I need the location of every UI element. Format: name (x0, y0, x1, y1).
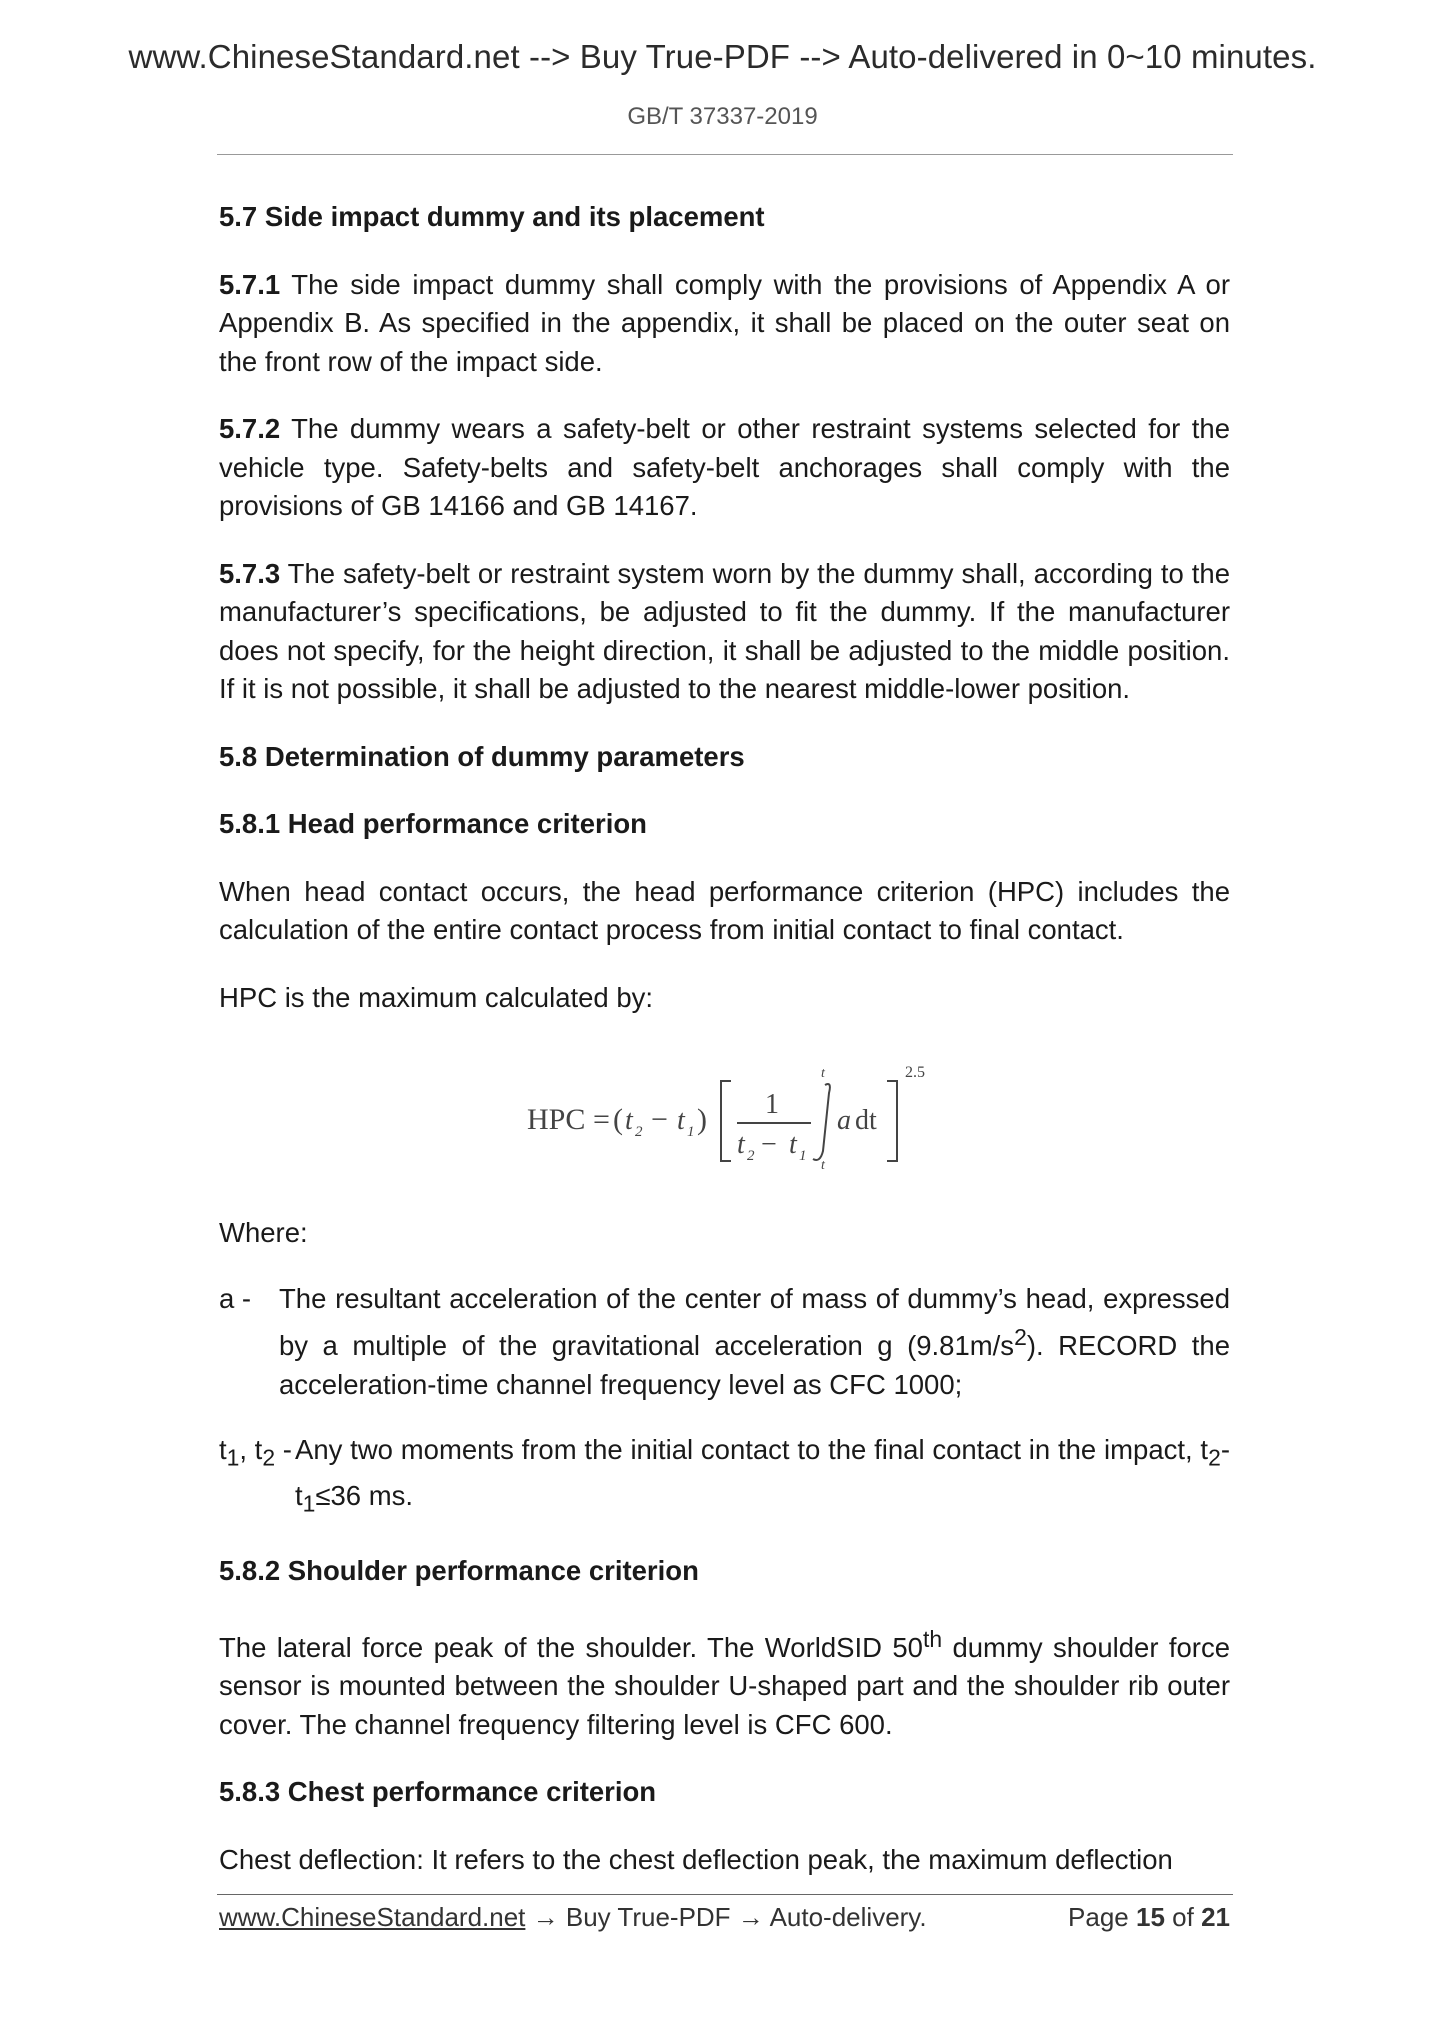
top-banner: www.ChineseStandard.net --> Buy True-PDF --> Auto-delivered in 0~10 minutes. (128, 38, 1317, 75)
of-label: of (1172, 1902, 1194, 1932)
definition-a-part2: ). RECORD the acceleration-time channel frequency level as CFC 1000; (279, 1330, 1230, 1400)
clause-number-5-7-3: 5.7.3 (219, 557, 281, 589)
formula-exponent: 2.5 (905, 1064, 925, 1081)
page-label: Page (1068, 1902, 1129, 1932)
section-5-8-3-heading: 5.8.3 Chest performance criterion (219, 1776, 657, 1808)
formula-upper-limit: t (821, 1066, 825, 1081)
formula-close-paren: ) (697, 1103, 707, 1136)
formula-numerator: 1 (765, 1089, 779, 1120)
formula-a: a (837, 1105, 851, 1136)
hpc-calc-paragraph: HPC is the maximum calculated by: (219, 981, 654, 1013)
total-pages: 21 (1201, 1902, 1230, 1932)
footer-left (219, 1902, 927, 1933)
hpc-formula-graphic (519, 1041, 979, 1171)
page-number (1068, 1902, 1230, 1933)
shoulder-paragraph (219, 1620, 1230, 1745)
shoulder-text-part1: The lateral force peak of the shoulder. The WorldSID 50 (219, 1631, 923, 1663)
definition-t-sub1: 1 (302, 1490, 316, 1517)
clause-number-5-7-2: 5.7.2 (219, 413, 281, 444)
definition-t (219, 1431, 1230, 1523)
definition-a-sup: 2 (1014, 1324, 1027, 1350)
definition-a-text (279, 1280, 1230, 1405)
shoulder-text-part2: dummy shoulder force sensor is mounted between the shoulder U-shaped part and the shoulder rib outer cover. The channel frequency filtering level is CFC 600. (219, 1631, 1231, 1740)
formula-t2-sub: 2 (635, 1124, 643, 1140)
section-5-7-heading: 5.7 Side impact dummy and its placement (219, 201, 765, 232)
paragraph-5-7-2 (219, 410, 1230, 526)
formula-lhs: HPC (527, 1103, 586, 1136)
footer-divider (217, 1894, 1233, 1895)
formula-minus: − (651, 1103, 668, 1136)
formula-t1-sub: 1 (687, 1124, 695, 1140)
chest-paragraph: Chest deflection: It refers to the chest deflection peak, the maximum deflection (219, 1843, 1173, 1875)
hpc-intro-paragraph: When head contact occurs, the head performance criterion (HPC) includes the calculation of the entire contact process from initial contact to final contact. (219, 875, 1230, 945)
definition-a-term: a - (219, 1282, 252, 1314)
definition-t-term-t1: t (219, 1434, 227, 1466)
formula-dt: dt (855, 1105, 877, 1136)
formula-den-t1: t (789, 1129, 797, 1160)
formula-den-t2-sub: 2 (747, 1148, 755, 1164)
footer-tagline: → Buy True-PDF → Auto-delivery. (525, 1902, 927, 1932)
formula-right-bracket (887, 1081, 897, 1161)
formula-den-minus: − (761, 1129, 777, 1160)
paragraph-5-7-1 (219, 266, 1230, 382)
section-5-8-1-heading: 5.8.1 Head performance criterion (219, 808, 647, 839)
formula-open-paren: ( (613, 1103, 623, 1136)
definition-t-term-sep: , t (239, 1434, 263, 1466)
definition-t-sub2: 2 (1208, 1444, 1221, 1471)
clause-text-5-7-3: The safety-belt or restraint system worn by the dummy shall, according to the manufacturer’s specifications, be adjusted to fit the dummy. If the manufacturer does not specify, for the height direction, it shall be adjusted to the middle position. If it is not possible, it shall be adjusted to the nearest middle-lower position. (219, 557, 1230, 704)
formula-den-t2: t (737, 1129, 745, 1160)
definition-t-term-dash: - (275, 1434, 292, 1466)
footer-site-link[interactable]: www.ChineseStandard.net (219, 1902, 526, 1932)
definition-t-part2: ≤36 ms. (315, 1480, 414, 1512)
header-divider (217, 154, 1233, 155)
clause-text-5-7-2: The dummy wears a safety-belt or other restraint systems selected for the vehicle type. Safety-belts and safety-belt anchorages shall comply with the provisions of GB 14166 and GB 14167. (219, 413, 1230, 521)
definition-a (219, 1280, 1230, 1405)
formula-integral (813, 1084, 830, 1160)
where-label: Where: (219, 1217, 308, 1248)
formula-lower-limit: t (821, 1158, 825, 1171)
definition-t-term-sub1: 1 (226, 1444, 240, 1471)
definition-t-term (219, 1431, 295, 1523)
definition-a-part1: The resultant acceleration of the center of mass of dummy’s head, expressed by a multiple of the gravitational acceleration g (9.81m/s (279, 1282, 1230, 1362)
definition-t-mid: -t (295, 1434, 1230, 1512)
section-5-8-heading: 5.8 Determination of dummy parameters (219, 740, 745, 772)
page-footer (219, 1902, 1230, 1933)
formula-t2: t (625, 1105, 633, 1136)
page-content (219, 198, 1230, 1879)
current-page: 15 (1136, 1902, 1165, 1932)
paragraph-5-7-3 (219, 555, 1230, 709)
hpc-formula (219, 1035, 1230, 1185)
formula-equals: = (593, 1103, 610, 1136)
clause-number-5-7-1: 5.7.1 (219, 268, 281, 300)
formula-t1: t (677, 1105, 685, 1136)
formula-left-bracket (721, 1081, 731, 1161)
definition-t-part1: Any two moments from the initial contact to the final contact in the impact, t (295, 1434, 1209, 1466)
formula-den-t1-sub: 1 (799, 1148, 807, 1164)
section-5-8-2-heading: 5.8.2 Shoulder performance criterion (219, 1555, 699, 1587)
shoulder-sup: th (922, 1625, 943, 1652)
definition-t-term-sub2: 2 (262, 1444, 276, 1471)
document-code: GB/T 37337-2019 (627, 103, 818, 130)
clause-text-5-7-1: The side impact dummy shall comply with the provisions of Appendix A or Appendix B. As specified in the appendix, it shall be placed on the outer seat on the front row of the impact side. (219, 268, 1230, 377)
definition-t-text (295, 1431, 1230, 1523)
